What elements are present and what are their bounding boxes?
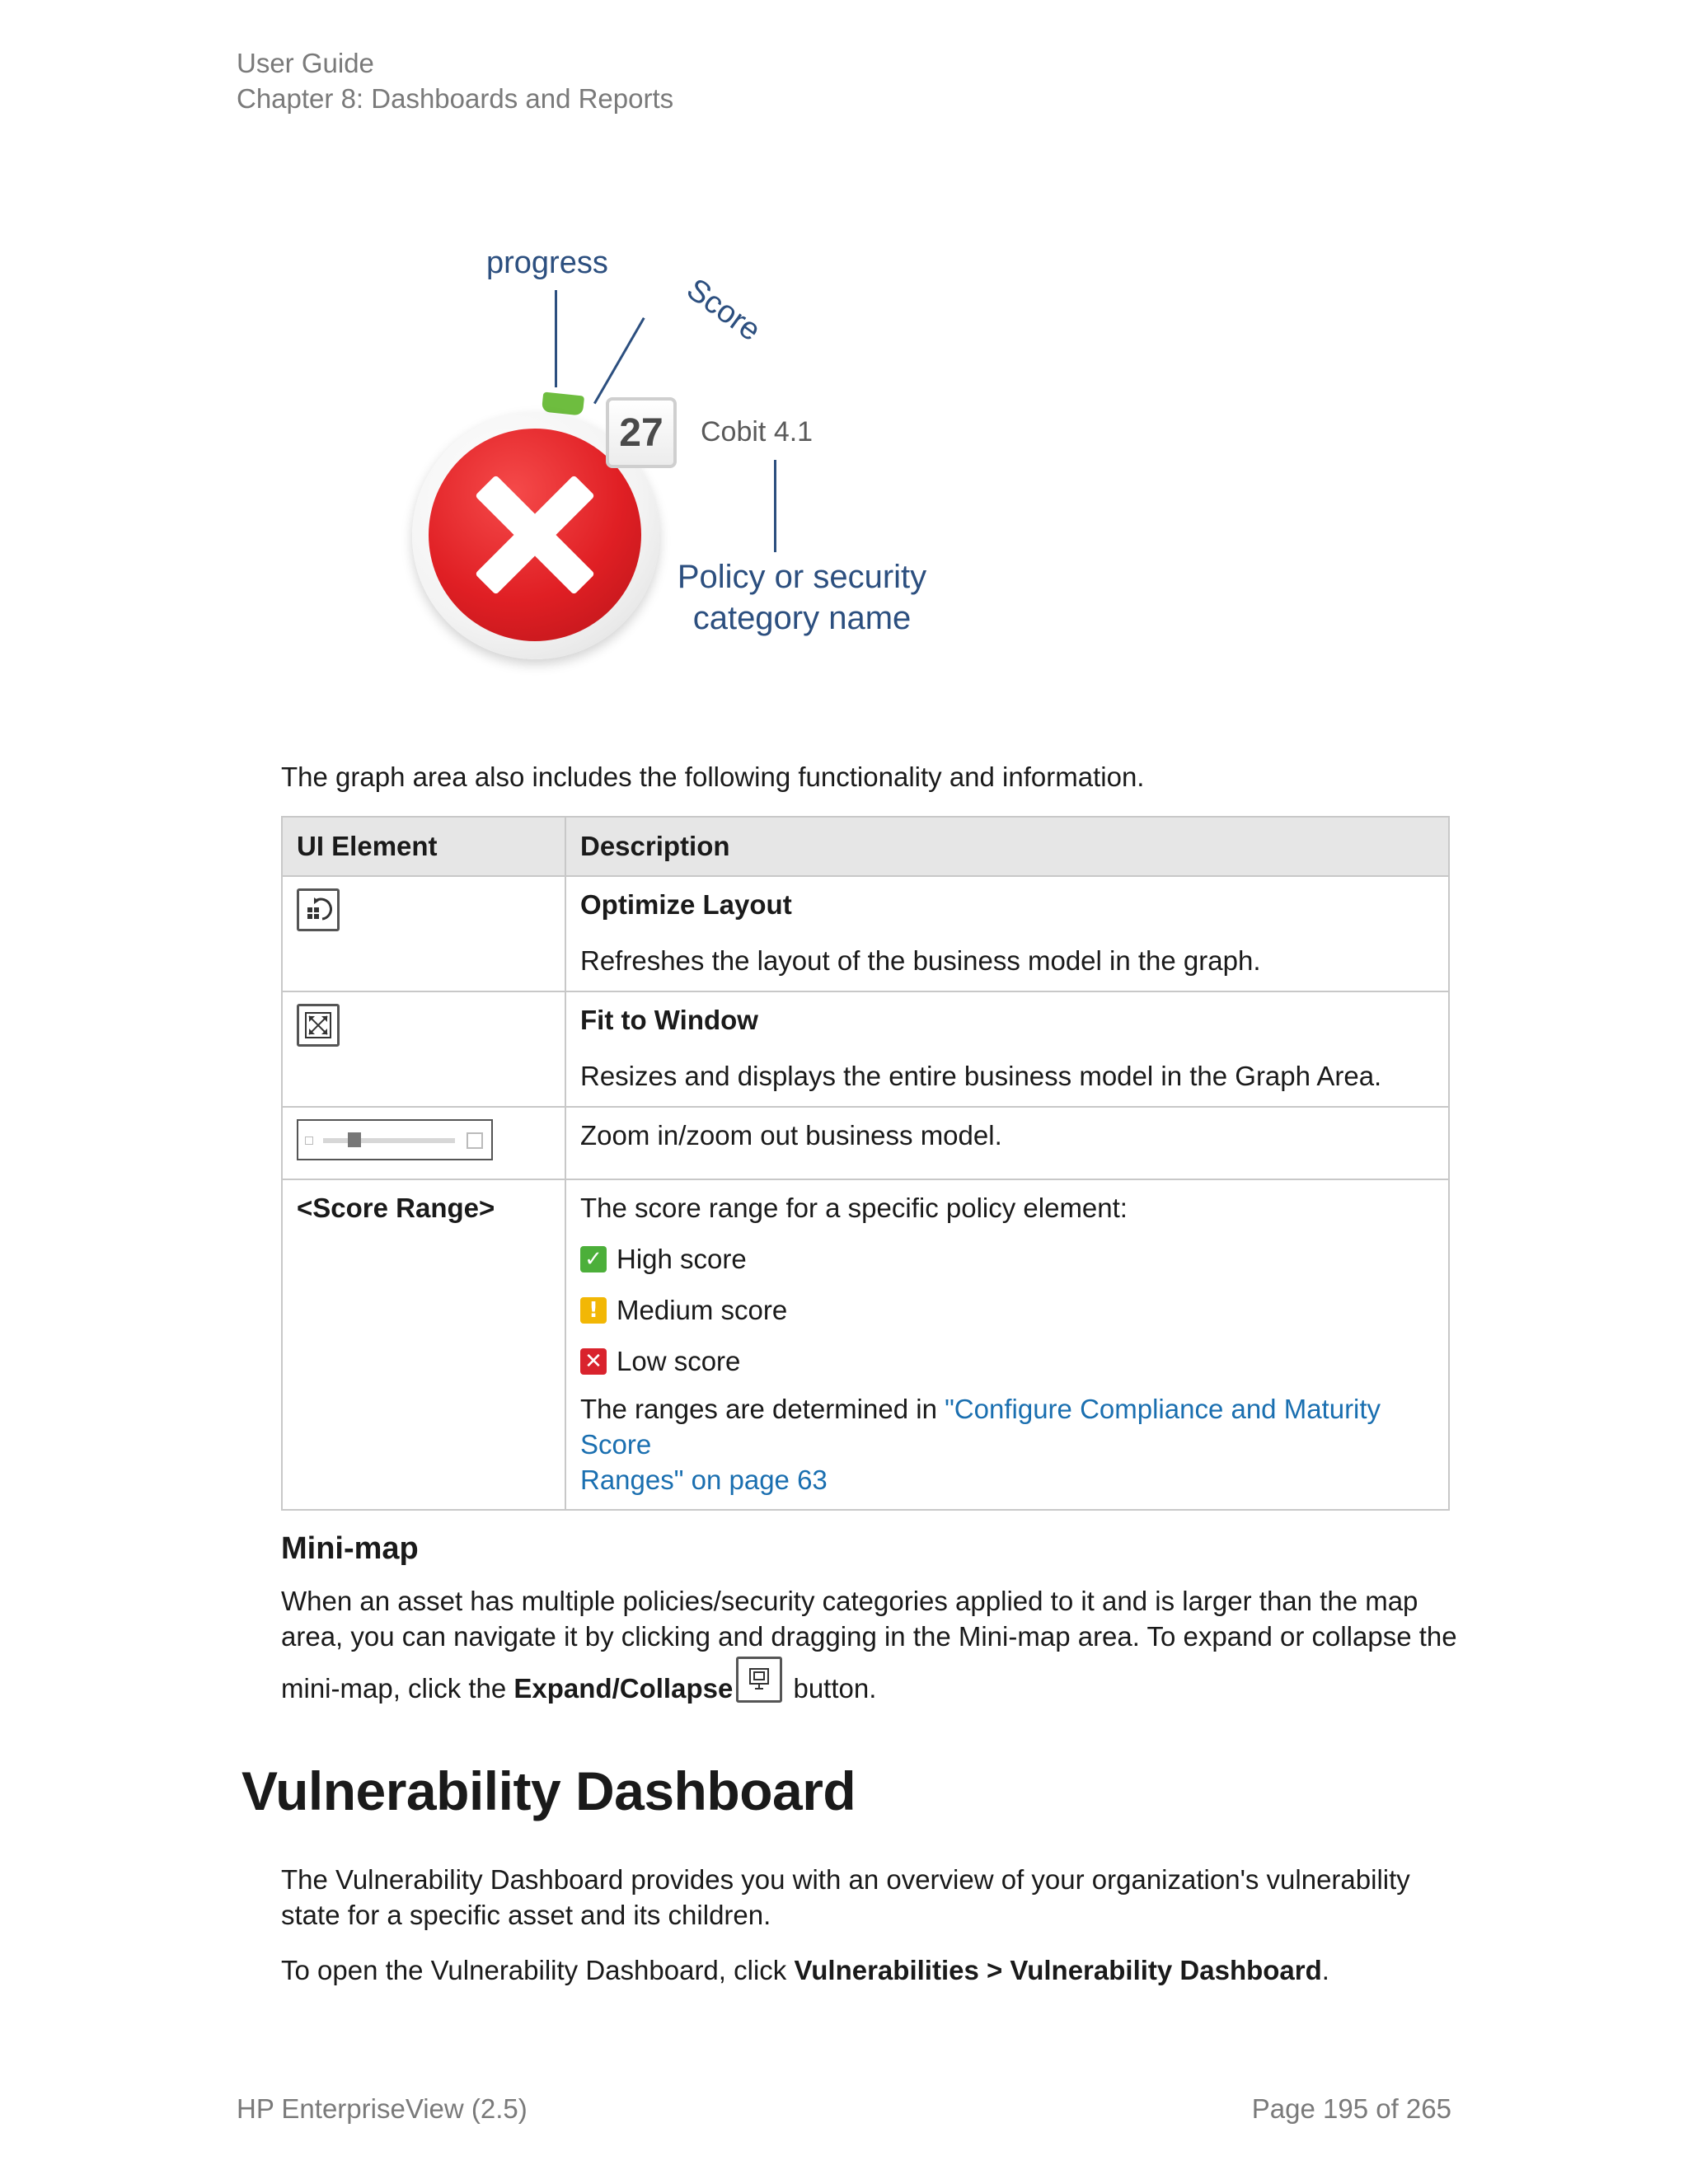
high-score-label: High score [617,1244,747,1274]
page-heading-vulnerability-dashboard: Vulnerability Dashboard [241,1760,856,1821]
medium-score-item [580,1294,1434,1327]
optimize-layout-title: Optimize Layout [580,889,792,920]
zoom-slider[interactable] [297,1119,493,1160]
category-name-label: Cobit 4.1 [701,416,814,448]
policy-node-figure [404,239,931,701]
figure-callout [666,556,938,639]
callout-line-1: Policy or security [677,559,927,595]
vuln-open-instruction [281,1952,1329,1988]
intro-paragraph: The graph area also includes the following functionality and information. [281,762,1145,792]
fit-to-window-icon[interactable] [297,1004,340,1047]
x-icon: ✕ [580,1348,607,1375]
optimize-layout-desc: Refreshes the layout of the business model in the graph. [580,945,1261,976]
expand-collapse-icon[interactable] [736,1657,782,1703]
table-row [282,1179,1449,1510]
optimize-layout-icon[interactable] [297,888,340,931]
table-header-row [282,817,1449,876]
minimap-line-1: When an asset has multiple policies/security categories applied to it and is larger than the map [281,1586,1418,1616]
ui-elements-table [281,816,1450,1511]
vuln-open-prefix: To open the Vulnerability Dashboard, click [281,1955,795,1985]
zoom-track [323,1138,455,1143]
column-header-ui-element: UI Element [282,817,565,876]
table-row [282,1107,1449,1179]
check-icon: ✓ [580,1246,607,1272]
header-title: User Guide [237,48,374,78]
vuln-intro-line-2: state for a specific asset and its children. [281,1900,771,1930]
progress-leader-line [555,290,557,387]
vuln-intro-line-1: The Vulnerability Dashboard provides you with an overview of your organization's vulnerability [281,1864,1410,1895]
score-box: 27 [606,397,677,468]
zoom-desc: Zoom in/zoom out business model. [580,1120,1002,1151]
high-score-item [580,1243,1434,1276]
zoom-out-dot [305,1137,313,1145]
vuln-open-suffix: . [1321,1955,1329,1985]
fit-to-window-title: Fit to Window [580,1005,758,1035]
zoom-slider-handle[interactable] [348,1132,361,1147]
warning-icon: ! [580,1297,607,1324]
minimap-line-3-suffix: button. [785,1673,877,1704]
category-leader-line [774,460,776,552]
table-row [282,876,1449,991]
low-score-label: Low score [617,1346,741,1376]
ranges-paragraph [580,1391,1434,1497]
figure-label-score: Score [680,272,767,349]
configure-ranges-link-cont[interactable]: Ranges" on page 63 [580,1465,828,1495]
table-row [282,991,1449,1107]
medium-score-label: Medium score [617,1295,788,1325]
minimap-line-3 [281,1657,876,1706]
callout-line-2: category name [692,600,912,636]
score-range-element: <Score Range> [297,1193,495,1223]
fit-to-window-desc: Resizes and displays the entire business model in the Graph Area. [580,1061,1382,1091]
running-header [237,45,673,116]
minimap-line-3-prefix: mini-map, click the [281,1673,514,1704]
menu-path: Vulnerabilities > Vulnerability Dashboard [794,1955,1322,1985]
configure-ranges-link[interactable]: "Configure Compliance and Maturity Score [580,1394,1381,1460]
low-score-item [580,1345,1434,1378]
figure-label-progress: progress [486,246,608,280]
zoom-in-box [467,1132,483,1149]
column-header-description: Description [565,817,1449,876]
score-leader-line [593,317,645,404]
minimap-line-2: area, you can navigate it by clicking and dragging in the Mini-map area. To expand or collapse the [281,1621,1457,1652]
footer-product: HP EnterpriseView (2.5) [237,2093,528,2124]
ranges-prefix: The ranges are determined in [580,1394,945,1424]
footer-page-number: Page 195 of 265 [1251,2093,1451,2124]
expand-collapse-label: Expand/Collapse [513,1673,734,1704]
score-range-desc: The score range for a specific policy element: [580,1193,1128,1223]
header-chapter: Chapter 8: Dashboards and Reports [237,83,674,114]
section-heading-minimap: Mini-map [281,1531,419,1566]
